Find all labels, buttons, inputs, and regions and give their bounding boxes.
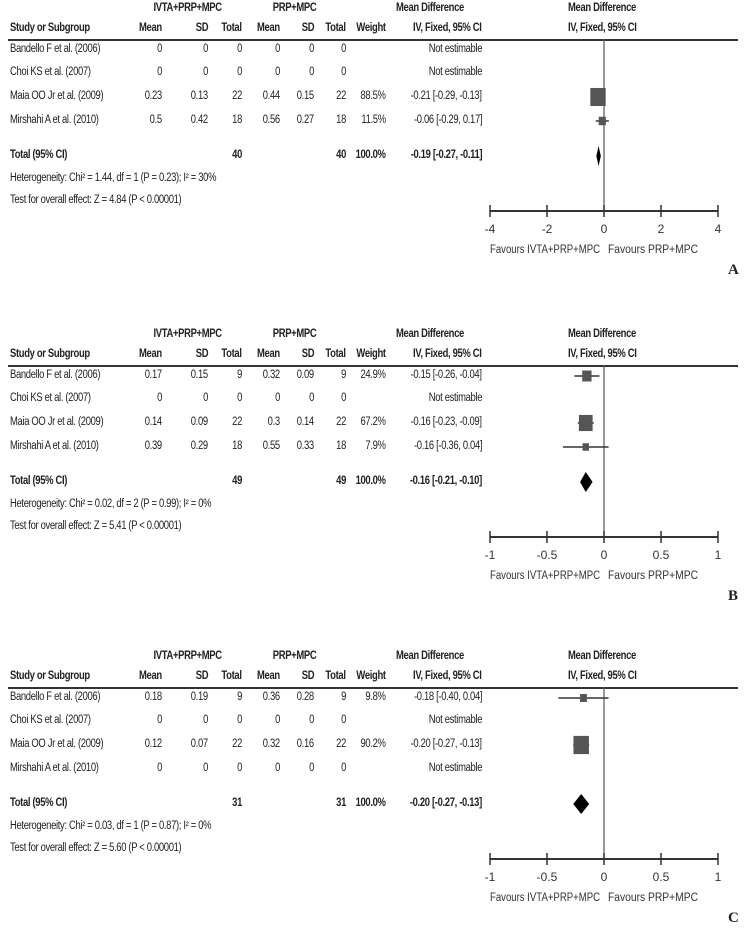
column-header-mean1: Mean [139, 670, 162, 682]
group2-mean: 0.44 [262, 90, 280, 102]
group2-header: PRP+MPC [272, 328, 317, 340]
study-weight: 24.9% [360, 369, 386, 381]
study-weight: 11.5% [361, 114, 386, 126]
group1-mean: 0.39 [144, 440, 162, 452]
group2-sd: 0 [309, 714, 314, 726]
column-header-mean1: Mean [139, 348, 162, 360]
total-group1-n: 31 [232, 797, 242, 809]
favours-right-label: Favours PRP+MPC [608, 892, 698, 904]
favours-left-label: Favours IVTA+PRP+MPC [490, 244, 600, 256]
group1-header: IVTA+PRP+MPC [153, 2, 222, 14]
group1-total: 9 [237, 691, 242, 703]
group1-total: 0 [237, 762, 242, 774]
x-tick-label: 4 [714, 222, 722, 236]
column-header-ci: IV, Fixed, 95% CI [413, 348, 482, 360]
total-effect-ci: -0.19 [-0.27, -0.11] [410, 149, 482, 161]
group2-sd: 0 [309, 762, 314, 774]
group2-sd: 0 [309, 43, 314, 55]
total-diamond [573, 794, 589, 814]
group1-sd: 0.13 [190, 90, 208, 102]
total-weight: 100.0% [355, 149, 386, 161]
group1-sd: 0 [203, 43, 208, 55]
study-name: Bandello F et al. (2006) [10, 691, 101, 703]
effect-header: Mean Difference [396, 2, 464, 14]
study-square [590, 88, 605, 106]
study-effect-ci: Not estimable [428, 714, 482, 726]
study-name: Maia OO Jr et al. (2009) [10, 90, 104, 102]
study-effect-ci: Not estimable [428, 762, 482, 774]
x-tick-label: -4 [484, 222, 496, 236]
total-effect-ci: -0.20 [-0.27, -0.13] [409, 797, 482, 809]
group1-total: 22 [232, 416, 242, 428]
group2-total: 22 [336, 416, 346, 428]
heterogeneity-stat: Heterogeneity: Chi² = 1.44, df = 1 (P = 0.23); I² = 30% [10, 172, 217, 184]
group1-sd: 0.09 [190, 416, 208, 428]
total-group2-n: 49 [336, 475, 346, 487]
group2-sd: 0.33 [296, 440, 314, 452]
forest-panel-c [0, 648, 748, 948]
study-square [573, 736, 588, 754]
group1-mean: 0.5 [149, 114, 162, 126]
study-name: Choi KS et al. (2007) [10, 392, 91, 404]
group1-total: 0 [237, 66, 242, 78]
group2-sd: 0 [309, 392, 314, 404]
group2-total: 0 [341, 714, 346, 726]
x-tick-label: 0 [600, 548, 608, 562]
group2-total: 18 [336, 440, 346, 452]
x-tick-label: -0.5 [536, 870, 558, 884]
study-square [579, 415, 593, 431]
group1-total: 18 [232, 114, 242, 126]
study-effect-ci: -0.06 [-0.29, 0.17] [413, 114, 482, 126]
total-group1-n: 49 [232, 475, 242, 487]
column-header-sd2: SD [301, 670, 314, 682]
study-effect-ci: -0.16 [-0.23, -0.09] [410, 416, 482, 428]
x-tick-label: 1 [714, 870, 722, 884]
column-header-mean2: Mean [257, 670, 280, 682]
column-header-total1: Total [221, 22, 242, 34]
x-tick-label: 1 [714, 548, 722, 562]
group2-mean: 0.3 [267, 416, 280, 428]
column-header-sd1: SD [195, 22, 208, 34]
column-header-total2: Total [325, 670, 346, 682]
total-effect-ci: -0.16 [-0.21, -0.10] [409, 475, 482, 487]
group1-mean: 0.17 [144, 369, 162, 381]
group1-total: 22 [232, 90, 242, 102]
study-square [582, 371, 591, 382]
study-effect-ci: Not estimable [428, 43, 482, 55]
x-tick-label: -0.5 [536, 548, 558, 562]
column-header-total2: Total [325, 348, 346, 360]
favours-left-label: Favours IVTA+PRP+MPC [490, 892, 600, 904]
plot-subheader: IV, Fixed, 95% CI [568, 670, 637, 682]
column-header-total2: Total [325, 22, 346, 34]
column-header-sd1: SD [195, 348, 208, 360]
study-name: Maia OO Jr et al. (2009) [10, 738, 104, 750]
group2-mean: 0 [275, 714, 280, 726]
group2-sd: 0.15 [296, 90, 314, 102]
panel-label: A [728, 262, 739, 278]
group1-total: 0 [237, 392, 242, 404]
column-header-mean2: Mean [257, 348, 280, 360]
group2-mean: 0 [275, 392, 280, 404]
study-weight: 9.8% [365, 691, 386, 703]
study-effect-ci: -0.16 [-0.36, 0.04] [413, 440, 482, 452]
group2-mean: 0 [275, 43, 280, 55]
overall-effect-stat: Test for overall effect: Z = 5.60 (P < 0.00001) [10, 842, 182, 854]
total-diamond [580, 472, 593, 492]
study-name: Bandello F et al. (2006) [10, 369, 101, 381]
x-tick-label: 0 [600, 222, 608, 236]
group2-total: 22 [336, 738, 346, 750]
column-header-mean1: Mean [139, 22, 162, 34]
group2-sd: 0 [309, 66, 314, 78]
group1-sd: 0 [203, 66, 208, 78]
x-tick-label: -2 [541, 222, 553, 236]
group1-mean: 0.14 [144, 416, 162, 428]
study-effect-ci: -0.21 [-0.29, -0.13] [410, 90, 482, 102]
study-name: Choi KS et al. (2007) [10, 714, 91, 726]
group2-header: PRP+MPC [272, 2, 317, 14]
group2-total: 0 [341, 762, 346, 774]
group1-mean: 0.23 [144, 90, 162, 102]
column-header-weight: Weight [356, 348, 386, 360]
column-header-study: Study or Subgroup [10, 348, 90, 360]
forest-plot-area [460, 326, 748, 626]
group2-sd: 0.14 [296, 416, 314, 428]
total-weight: 100.0% [355, 475, 386, 487]
group1-mean: 0 [157, 714, 162, 726]
plot-subheader: IV, Fixed, 95% CI [568, 348, 637, 360]
column-header-sd2: SD [301, 22, 314, 34]
group1-header: IVTA+PRP+MPC [153, 328, 222, 340]
total-label: Total (95% CI) [10, 149, 68, 161]
group2-mean: 0 [275, 762, 280, 774]
group2-mean: 0.56 [262, 114, 280, 126]
group2-mean: 0.55 [262, 440, 280, 452]
group1-total: 9 [237, 369, 242, 381]
favours-left-label: Favours IVTA+PRP+MPC [490, 570, 600, 582]
group2-mean: 0.32 [262, 738, 280, 750]
overall-effect-stat: Test for overall effect: Z = 5.41 (P < 0.00001) [10, 520, 182, 532]
total-label: Total (95% CI) [10, 797, 68, 809]
group1-total: 0 [237, 714, 242, 726]
group2-sd: 0.27 [296, 114, 314, 126]
column-header-sd1: SD [195, 670, 208, 682]
group1-sd: 0 [203, 714, 208, 726]
plot-header: Mean Difference [568, 328, 636, 340]
x-tick-label: 0.5 [652, 870, 670, 884]
study-effect-ci: -0.20 [-0.27, -0.13] [410, 738, 482, 750]
x-tick-label: 0 [600, 870, 608, 884]
study-weight: 90.2% [360, 738, 386, 750]
overall-effect-stat: Test for overall effect: Z = 4.84 (P < 0.00001) [10, 194, 182, 206]
study-name: Mirshahi A et al. (2010) [10, 440, 99, 452]
study-name: Mirshahi A et al. (2010) [10, 114, 99, 126]
group1-total: 22 [232, 738, 242, 750]
group1-total: 0 [237, 43, 242, 55]
column-header-weight: Weight [356, 670, 386, 682]
column-header-study: Study or Subgroup [10, 22, 90, 34]
total-group1-n: 40 [232, 149, 242, 161]
group2-total: 0 [341, 66, 346, 78]
group2-mean: 0.32 [262, 369, 280, 381]
study-weight: 67.2% [360, 416, 386, 428]
plot-subheader: IV, Fixed, 95% CI [568, 22, 637, 34]
forest-plot-area [460, 648, 748, 948]
study-effect-ci: -0.18 [-0.40, 0.04] [413, 691, 482, 703]
forest-plot-area [460, 0, 748, 300]
group2-total: 0 [341, 392, 346, 404]
column-header-total1: Total [221, 348, 242, 360]
x-tick-label: 0.5 [652, 548, 670, 562]
group1-header: IVTA+PRP+MPC [153, 650, 222, 662]
favours-right-label: Favours PRP+MPC [608, 570, 698, 582]
total-diamond [596, 146, 601, 166]
study-weight: 7.9% [365, 440, 386, 452]
plot-header: Mean Difference [568, 2, 636, 14]
group1-sd: 0.15 [190, 369, 208, 381]
plot-header: Mean Difference [568, 650, 636, 662]
x-tick-label: -1 [484, 870, 496, 884]
group2-total: 9 [341, 369, 346, 381]
column-header-sd2: SD [301, 348, 314, 360]
study-name: Maia OO Jr et al. (2009) [10, 416, 104, 428]
group1-mean: 0 [157, 43, 162, 55]
effect-header: Mean Difference [396, 650, 464, 662]
study-weight: 88.5% [360, 90, 386, 102]
group1-sd: 0.29 [190, 440, 208, 452]
group2-mean: 0.36 [262, 691, 280, 703]
group1-mean: 0.18 [144, 691, 162, 703]
group2-total: 0 [341, 43, 346, 55]
group2-header: PRP+MPC [272, 650, 317, 662]
study-name: Mirshahi A et al. (2010) [10, 762, 99, 774]
group1-mean: 0.12 [144, 738, 162, 750]
group1-mean: 0 [157, 762, 162, 774]
study-square [583, 443, 589, 450]
heterogeneity-stat: Heterogeneity: Chi² = 0.02, df = 2 (P = 0.99); I² = 0% [10, 498, 212, 510]
group2-sd: 0.28 [296, 691, 314, 703]
group2-sd: 0.16 [296, 738, 314, 750]
total-label: Total (95% CI) [10, 475, 68, 487]
total-group2-n: 31 [336, 797, 346, 809]
x-tick-label: 2 [657, 222, 665, 236]
total-weight: 100.0% [355, 797, 386, 809]
group2-total: 18 [336, 114, 346, 126]
panel-label: B [728, 588, 739, 604]
study-name: Choi KS et al. (2007) [10, 66, 91, 78]
group1-sd: 0.42 [190, 114, 208, 126]
column-header-weight: Weight [356, 22, 386, 34]
x-tick-label: -1 [484, 548, 496, 562]
group2-total: 9 [341, 691, 346, 703]
effect-header: Mean Difference [396, 328, 464, 340]
heterogeneity-stat: Heterogeneity: Chi² = 0.03, df = 1 (P = 0.87); I² = 0% [10, 820, 212, 832]
forest-panel-b [0, 326, 748, 626]
favours-right-label: Favours PRP+MPC [608, 244, 698, 256]
group1-sd: 0 [203, 762, 208, 774]
group2-sd: 0.09 [296, 369, 314, 381]
study-effect-ci: Not estimable [428, 66, 482, 78]
study-square [580, 694, 587, 702]
group1-mean: 0 [157, 392, 162, 404]
column-header-total1: Total [221, 670, 242, 682]
group1-sd: 0.19 [190, 691, 208, 703]
total-group2-n: 40 [336, 149, 346, 161]
study-name: Bandello F et al. (2006) [10, 43, 101, 55]
column-header-ci: IV, Fixed, 95% CI [413, 22, 482, 34]
group1-total: 18 [232, 440, 242, 452]
group2-mean: 0 [275, 66, 280, 78]
study-effect-ci: -0.15 [-0.26, -0.04] [410, 369, 482, 381]
column-header-study: Study or Subgroup [10, 670, 90, 682]
study-effect-ci: Not estimable [428, 392, 482, 404]
forest-panel-a [0, 0, 748, 300]
group2-total: 22 [336, 90, 346, 102]
column-header-ci: IV, Fixed, 95% CI [413, 670, 482, 682]
panel-label: C [728, 910, 739, 926]
study-square [599, 117, 606, 125]
group1-sd: 0 [203, 392, 208, 404]
column-header-mean2: Mean [257, 22, 280, 34]
group1-sd: 0.07 [190, 738, 208, 750]
group1-mean: 0 [157, 66, 162, 78]
